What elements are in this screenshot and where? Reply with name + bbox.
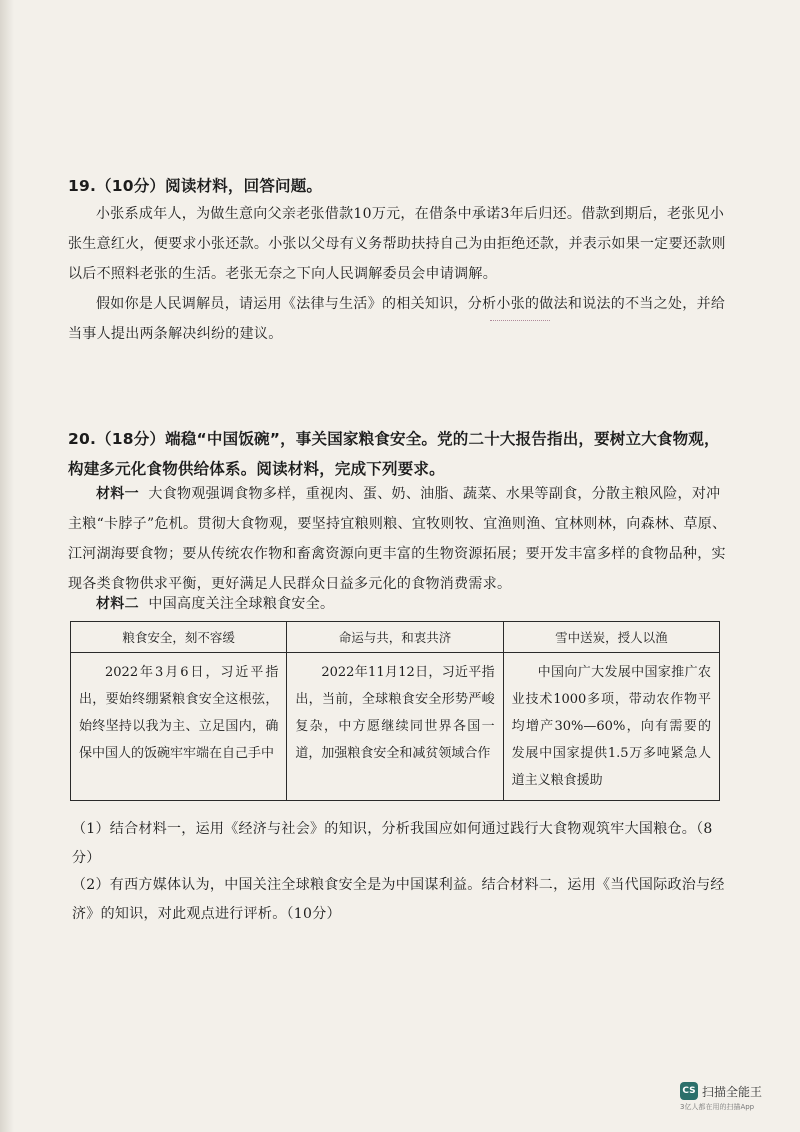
- q20-sub-question-2: （2）有西方媒体认为，中国关注全球粮食安全是为中国谋利益。结合材料二，运用《当代国际政治与经济》的知识，对此观点进行评析。（10分）: [72, 877, 725, 922]
- scanner-watermark: [680, 1082, 762, 1112]
- material-1-label: 材料一: [96, 486, 139, 502]
- table-header: 粮食安全，刻不容缓: [71, 622, 287, 653]
- cell-text: 2022年3月6日，习近平指出，要始终绷紧粮食安全这根弦，始终坚持以我为主、立足国内，确保中国人的饭碗牢牢端在自己手中: [79, 665, 279, 761]
- material-2-text: 中国高度关注全球粮食安全。: [148, 596, 335, 612]
- material-2-label: 材料二: [96, 596, 139, 612]
- table-row: [71, 653, 720, 801]
- material-1-text: 大食物观强调食物多样，重视肉、蛋、奶、油脂、蔬菜、水果等副食，分散主粮风险，对冲主粮“卡脖子”危机。贯彻大食物观，要坚持宜粮则粮、宜牧则牧、宜渔则渔、宜林则林，向森林、草原、江河湖海要食物；要从传统农作物和畜禽资源向更丰富的生物资源拓展；要开发丰富多样的食物品种，实现各类食物供求平衡，更好满足人民群众日益多元化的食物消费需求。: [68, 486, 727, 592]
- table-cell: [287, 653, 503, 801]
- q20-material-1: [68, 479, 728, 599]
- q19-title: 19.（10分）阅读材料，回答问题。: [68, 177, 323, 195]
- scan-mark: [490, 320, 550, 325]
- watermark-name: 扫描全能王: [702, 1084, 763, 1099]
- watermark-tagline: 3亿人都在用的扫描App: [680, 1103, 755, 1111]
- table-cell: [71, 653, 287, 801]
- table-header: 雪中送炭，授人以渔: [503, 622, 719, 653]
- q20-material-2: [68, 589, 728, 619]
- table-header-row: [71, 622, 720, 653]
- q20-title: 20.（18分）端稳“中国饭碗”，事关国家粮食安全。党的二十大报告指出，要树立大食物观，构建多元化食物供给体系。阅读材料，完成下列要求。: [68, 430, 720, 478]
- scan-edge-shadow: [0, 0, 14, 1132]
- camscanner-logo-icon: CS: [680, 1082, 698, 1100]
- table-header: 命运与共，和衷共济: [287, 622, 503, 653]
- cell-text: 2022年11月12日，习近平指出，当前，全球粮食安全形势严峻复杂，中方愿继续同世界各国一道，加强粮食安全和减贫领域合作: [295, 665, 495, 761]
- material-2-table: [70, 621, 720, 801]
- q19-paragraph-2: 假如你是人民调解员，请运用《法律与生活》的相关知识，分析小张的做法和说法的不当之处，并给当事人提出两条解决纠纷的建议。: [68, 296, 726, 342]
- q19-paragraph-1: 小张系成年人，为做生意向父亲老张借款10万元，在借条中承诺3年后归还。借款到期后，老张见小张生意红火，便要求小张还款。小张以父母有义务帮助扶持自己为由拒绝还款，并表示如果一定要还款则以后不照料老张的生活。老张无奈之下向人民调解委员会申请调解。: [68, 206, 726, 282]
- cell-text: 中国向广大发展中国家推广农业技术1000多项，带动农作物平均增产30%—60%，向有需要的发展中国家提供1.5万多吨紧急人道主义粮食援助: [511, 665, 711, 788]
- q20-sub-question-1: （1）结合材料一，运用《经济与社会》的知识，分析我国应如何通过践行大食物观筑牢大国粮仓。（8分）: [72, 821, 713, 866]
- table-cell: [503, 653, 719, 801]
